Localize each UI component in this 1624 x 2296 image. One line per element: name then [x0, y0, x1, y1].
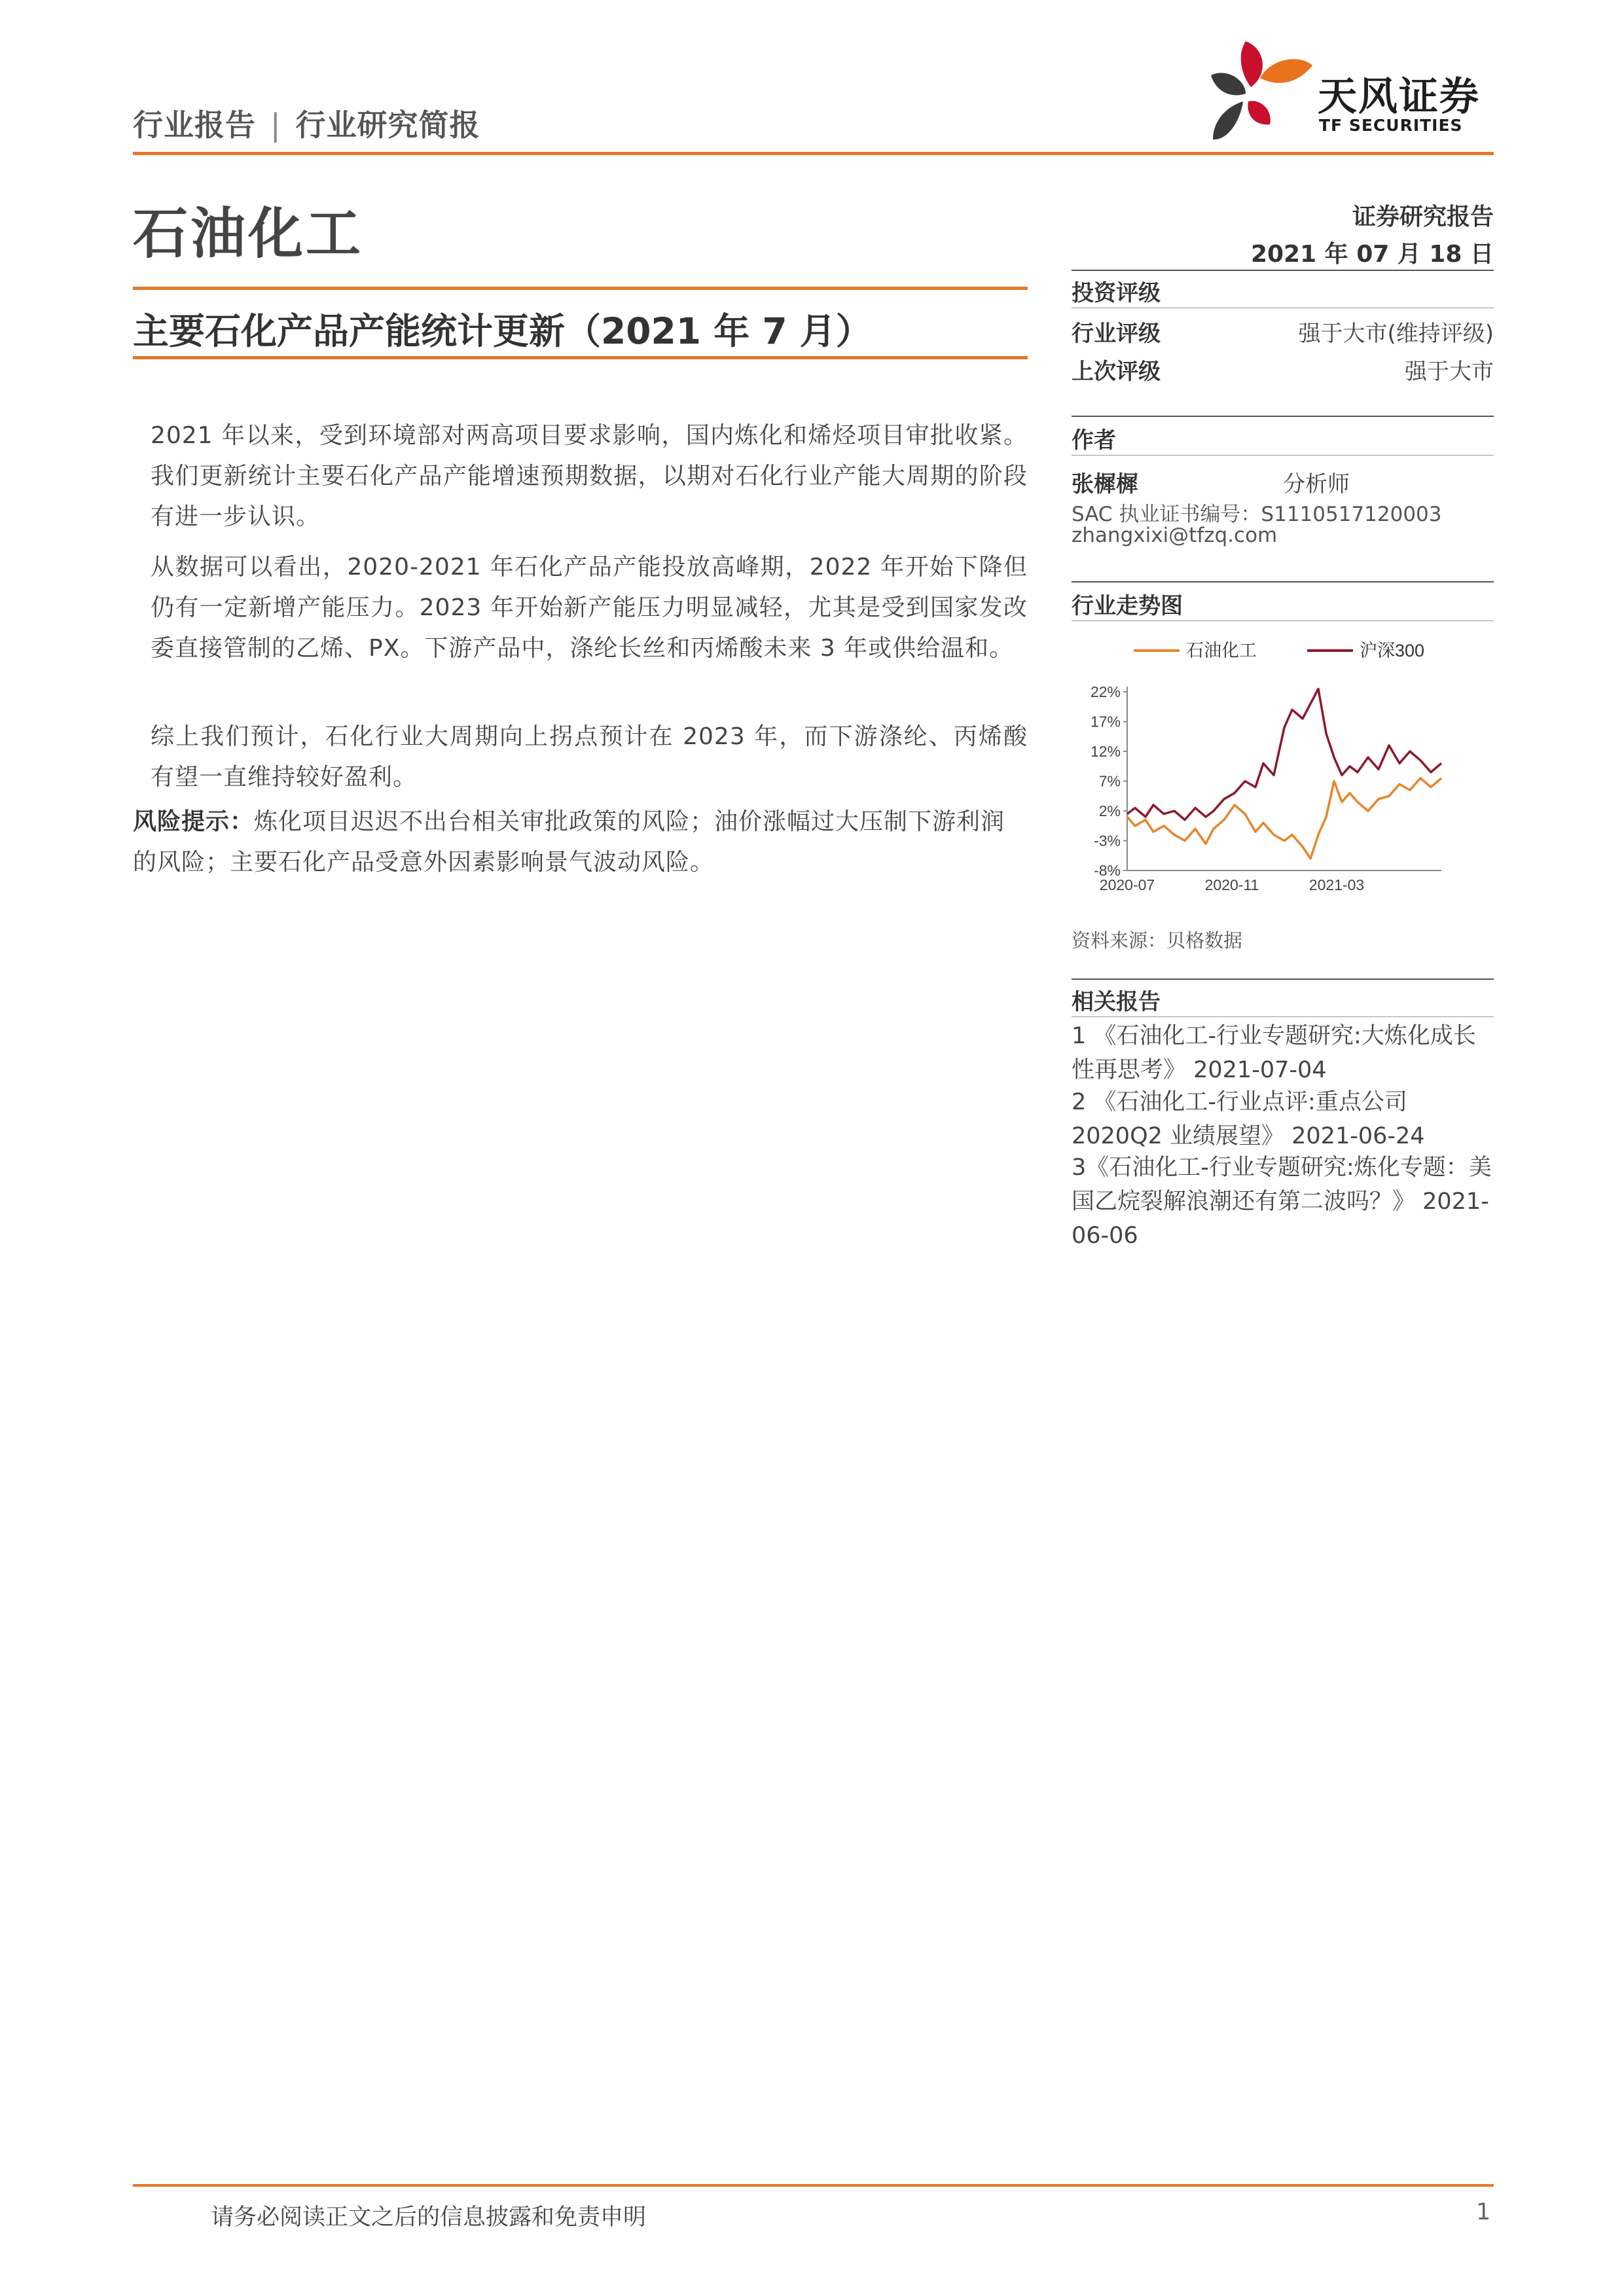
related-report-item[interactable]: 2 《石油化工-行业点评:重点公司2020Q2 业绩展望》 2021-06-24 [1072, 1089, 1425, 1149]
tf-securities-logo [1208, 36, 1496, 151]
industry-trend-chart [1072, 628, 1494, 903]
author-name: 张樨樨 [1072, 471, 1138, 497]
x-tick-label: 2020-11 [1204, 876, 1259, 893]
report-type: 证券研究报告 [1352, 204, 1494, 230]
sidebar-divider [1072, 978, 1494, 980]
y-tick-label: 12% [1090, 743, 1121, 760]
author-header: 作者 [1072, 427, 1116, 454]
related-report-item[interactable]: 3《石油化工-行业专题研究:炼化专题：美国乙烷裂解浪潮还有第二波吗？》 2021-06-06 [1072, 1155, 1492, 1249]
logo-chinese-name: 天风证券 [1318, 74, 1480, 120]
chart-header: 行业走势图 [1072, 593, 1183, 619]
sidebar-divider [1072, 270, 1494, 271]
footer-disclaimer: 请务必阅读正文之后的信息披露和免责申明 [211, 2204, 647, 2231]
sidebar-divider [1072, 1016, 1494, 1017]
sidebar-divider [1072, 620, 1494, 621]
sidebar-divider [1072, 455, 1494, 456]
sector-title: 石油化工 [133, 202, 364, 266]
sidebar-divider [1072, 581, 1494, 583]
industry-rating-label: 行业评级 [1072, 321, 1161, 347]
summary-paragraph-3: 综上我们预计，石化行业大周期向上拐点预计在 2023 年，而下游涤纶、丙烯酸有望一直维持较好盈利。 [151, 723, 1028, 791]
rating-header: 投资评级 [1072, 280, 1161, 306]
x-tick-label: 2021-03 [1308, 876, 1365, 893]
x-tick-label: 2020-07 [1099, 876, 1155, 893]
prev-rating-value: 强于大市 [1405, 359, 1494, 385]
y-tick-label: 2% [1098, 802, 1121, 819]
report-date: 2021 年 07 月 18 日 [1250, 241, 1494, 268]
title-bottom-rule [133, 356, 1028, 359]
series-line-1 [1127, 778, 1441, 859]
report-category [133, 101, 480, 145]
footer-divider [133, 2184, 1494, 2187]
risk-warning [133, 802, 1028, 883]
page-number: 1 [1476, 2199, 1491, 2225]
summary-paragraph-2: 从数据可以看出，2020-2021 年石化产品产能投放高峰期，2022 年开始下降但仍有一定新增产能压力。2023 年开始新产能压力明显减轻，尤其是受到国家发改委直接管制的乙烯、PX。下游产品中，涤纶长丝和丙烯酸未来 3 年或供给温和。 [151, 554, 1028, 662]
report-title: 主要石化产品产能统计更新（2021 年 7 月） [133, 310, 872, 352]
author-title: 分析师 [1283, 471, 1350, 497]
sidebar-divider [1072, 416, 1494, 417]
author-email[interactable]: zhangxixi@tfzq.com [1072, 524, 1278, 547]
related-report-item[interactable]: 1 《石油化工-行业专题研究:大炼化成长性再思考》 2021-07-04 [1072, 1023, 1476, 1083]
risk-text: 炼化项目迟迟不出台相关审批政策的风险；油价涨幅过大压制下游利润的风险；主要石化产品受意外因素影响景气波动风险。 [133, 808, 1005, 876]
logo-flower-icon [1208, 36, 1319, 151]
prev-rating-label: 上次评级 [1072, 359, 1161, 385]
header-separator: | [270, 107, 281, 143]
doc-type: 行业报告 [133, 107, 256, 143]
chart-source: 资料来源：贝格数据 [1072, 929, 1243, 952]
doc-subtype: 行业研究简报 [295, 107, 480, 143]
y-tick-label: 7% [1098, 772, 1121, 790]
industry-rating-value: 强于大市(维持评级) [1298, 321, 1494, 347]
risk-label: 风险提示： [133, 808, 255, 835]
title-top-rule [133, 287, 1028, 290]
y-tick-label: -3% [1094, 832, 1121, 850]
y-tick-label: -8% [1094, 862, 1121, 879]
legend-label-1: 石油化工 [1186, 641, 1257, 660]
header-divider [133, 152, 1494, 155]
author-certificate: SAC 执业证书编号：S1110517120003 [1072, 503, 1442, 526]
y-tick-label: 22% [1090, 683, 1121, 700]
legend-label-2: 沪深300 [1360, 641, 1425, 660]
series-line-2 [1127, 689, 1441, 819]
y-tick-label: 17% [1090, 713, 1121, 730]
summary-paragraph-1: 2021 年以来，受到环境部对两高项目要求影响，国内炼化和烯烃项目审批收紧。我们更新统计主要石化产品产能增速预期数据，以期对石化行业产能大周期的阶段有进一步认识。 [151, 422, 1028, 530]
chart-svg [1072, 628, 1494, 903]
related-reports-header: 相关报告 [1072, 989, 1161, 1015]
logo-english-name: TF SECURITIES [1319, 116, 1463, 135]
